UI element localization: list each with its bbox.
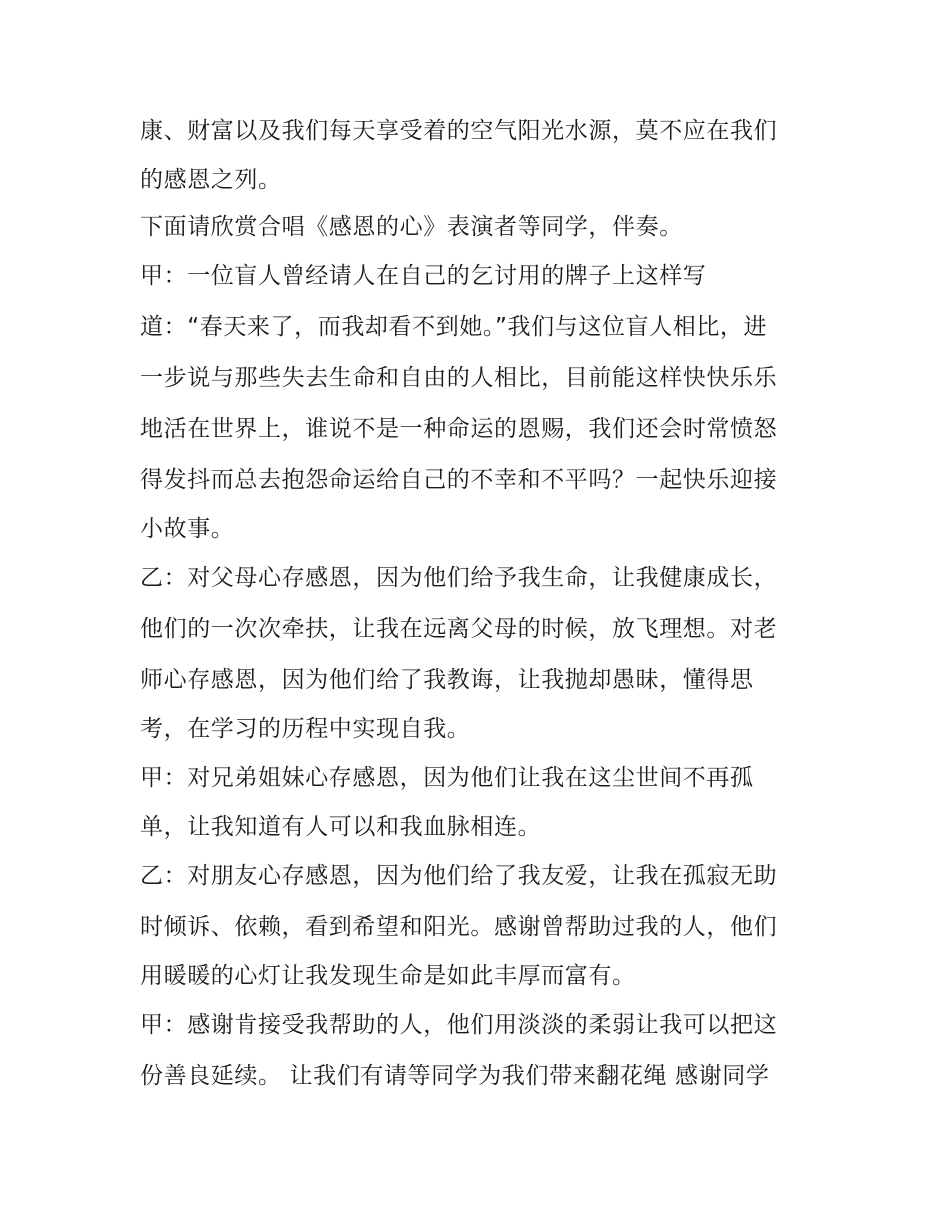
text-line: 道：“春天来了，而我却看不到她。”我们与这位盲人相比，进 [140, 314, 768, 340]
text-line: 甲：感谢肯接受我帮助的人，他们用淡淡的柔弱让我可以把这 [140, 1012, 778, 1038]
text-line: 的感恩之列。 [140, 167, 282, 193]
text-line: 师心存感恩，因为他们给了我教诲，让我抛却愚昧，懂得思 [140, 667, 754, 693]
text-line: 康、财富以及我们每天享受着的空气阳光水源，莫不应在我们 [140, 118, 778, 144]
text-line: 他们的一次次牵扶，让我在远离父母的时候，放飞理想。对老 [140, 616, 778, 642]
text-line: 考，在学习的历程中实现自我。 [140, 716, 471, 742]
text-line: 得发抖而总去抱怨命运给自己的不幸和不平吗？一起快乐迎接 [140, 467, 778, 493]
text-line: 甲：一位盲人曾经请人在自己的乞讨用的牌子上这样写 [140, 263, 707, 289]
text-line: 一步说与那些失去生命和自由的人相比，目前能这样快快乐乐 [140, 365, 778, 391]
text-line: 地活在世界上，谁说不是一种命运的恩赐，我们还会时常愤怒 [140, 416, 778, 442]
text-line: 乙：对朋友心存感恩，因为他们给了我友爱，让我在孤寂无助 [140, 863, 778, 889]
text-line: 份善良延续。 让我们有请等同学为我们带来翻花绳 感谢同学 [140, 1063, 770, 1089]
text-line: 甲：对兄弟姐妹心存感恩，因为他们让我在这尘世间不再孤 [140, 765, 754, 791]
text-line: 乙：对父母心存感恩，因为他们给予我生命，让我健康成长， [140, 565, 778, 591]
document-body [140, 106, 820, 1102]
text-line: 下面请欣赏合唱《感恩的心》表演者等同学，伴奏。 [140, 214, 683, 240]
text-line: 用暖暖的心灯让我发现生命是如此丰厚而富有。 [140, 963, 636, 989]
text-line: 小故事。 [140, 516, 235, 542]
text-line: 时倾诉、依赖，看到希望和阳光。感谢曾帮助过我的人，他们 [140, 914, 778, 940]
text-line: 单，让我知道有人可以和我血脉相连。 [140, 814, 542, 840]
